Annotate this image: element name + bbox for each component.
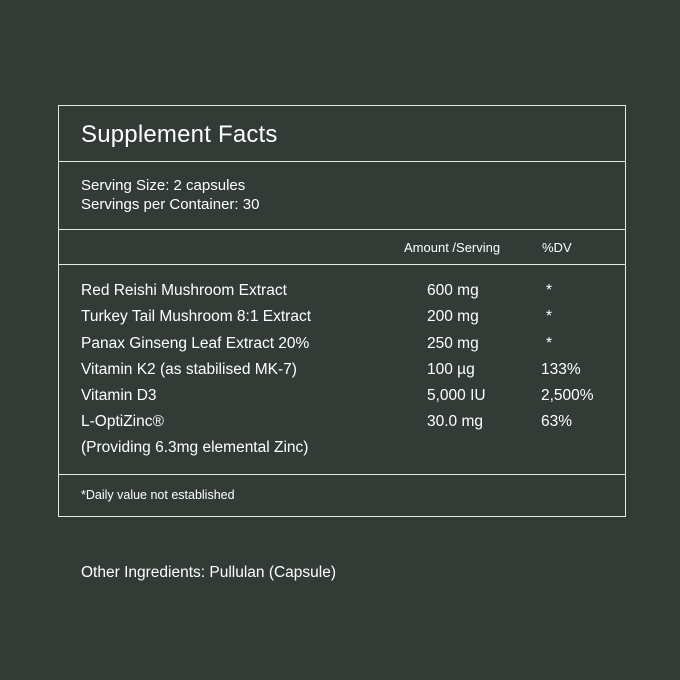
- amount-column-header: Amount /Serving: [404, 240, 501, 255]
- nutrient-dv: *: [546, 308, 553, 325]
- nutrient-row: [59, 282, 625, 302]
- nutrient-dv: 63%: [541, 413, 573, 430]
- panel-title: Supplement Facts: [81, 121, 278, 148]
- nutrient-dv: 133%: [541, 361, 581, 378]
- serving-size: Serving Size: 2 capsules: [81, 177, 246, 194]
- nutrient-dv: 2,500%: [541, 387, 594, 404]
- divider: [59, 474, 625, 475]
- nutrient-name: Turkey Tail Mushroom 8:1 Extract: [81, 308, 311, 325]
- other-ingredients: Other Ingredients: Pullulan (Capsule): [81, 564, 337, 581]
- nutrient-row: [59, 335, 625, 355]
- divider: [59, 229, 625, 230]
- nutrient-name: (Providing 6.3mg elemental Zinc): [81, 439, 309, 456]
- divider: [59, 264, 625, 265]
- serving-info: [81, 176, 259, 214]
- nutrient-row: [59, 413, 625, 433]
- nutrient-amount: 5,000 IU: [427, 387, 486, 404]
- nutrient-name: Vitamin K2 (as stabilised MK-7): [81, 361, 297, 378]
- nutrient-row: [59, 439, 625, 459]
- nutrient-name: Vitamin D3: [81, 387, 157, 404]
- nutrient-name: Panax Ginseng Leaf Extract 20%: [81, 335, 310, 352]
- divider: [59, 161, 625, 162]
- nutrient-row: [59, 361, 625, 381]
- nutrient-amount: 250 mg: [427, 335, 479, 352]
- nutrient-amount: 30.0 mg: [427, 413, 484, 430]
- nutrient-dv: *: [546, 282, 553, 299]
- nutrient-amount: 200 mg: [427, 308, 479, 325]
- dv-column-header: %DV: [542, 240, 572, 255]
- nutrient-name: L-OptiZinc®: [81, 413, 164, 430]
- nutrient-amount: 600 mg: [427, 282, 479, 299]
- nutrient-row: [59, 387, 625, 407]
- nutrient-row: [59, 308, 625, 328]
- supplement-facts-panel: [58, 105, 626, 517]
- nutrient-dv: *: [546, 335, 553, 352]
- nutrient-name: Red Reishi Mushroom Extract: [81, 282, 287, 299]
- footnote: *Daily value not established: [81, 488, 235, 502]
- nutrient-amount: 100 µg: [427, 361, 475, 378]
- servings-per-container: Servings per Container: 30: [81, 196, 260, 213]
